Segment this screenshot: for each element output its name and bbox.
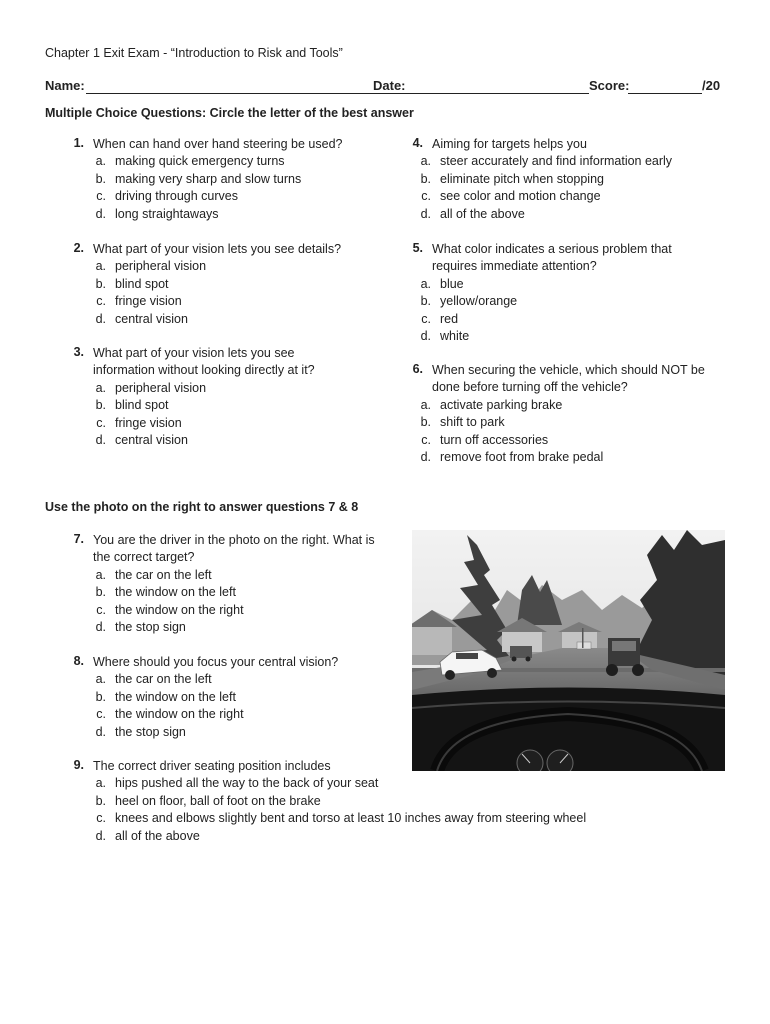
question-number: 5.	[412, 241, 423, 255]
option-letter[interactable]: d.	[95, 828, 106, 843]
question-stem-line: What part of your vision lets you see details?	[93, 242, 342, 256]
option-text: fringe vision	[115, 415, 182, 430]
option-letter[interactable]: a.	[95, 567, 106, 582]
option-text: the stop sign	[115, 619, 186, 634]
option-letter[interactable]: d.	[95, 724, 106, 739]
question-stem-line: When securing the vehicle, which should NOT be	[432, 363, 705, 377]
name-label: Name:	[45, 78, 85, 93]
option-text: making very sharp and slow turns	[115, 171, 302, 186]
question-stem-line: done before turning off the vehicle?	[432, 380, 628, 395]
question-stem	[93, 241, 341, 258]
option-text: peripheral vision	[115, 259, 207, 274]
option-text: long straightaways	[115, 206, 219, 221]
option-letter[interactable]: b.	[95, 585, 106, 600]
option-text: heel on floor, ball of foot on the brake	[115, 793, 321, 808]
question-number: 2.	[73, 241, 84, 255]
option-letter[interactable]: c.	[96, 707, 106, 722]
option-text: knees and elbows slightly bent and torso at least 10 inches away from steering wheel	[115, 811, 587, 826]
option-letter[interactable]: b.	[95, 276, 106, 291]
option-text: the window on the left	[115, 585, 236, 600]
option-text: steer accurately and find information early	[440, 154, 673, 169]
option-letter[interactable]: b.	[95, 398, 106, 413]
question-stem	[432, 362, 705, 397]
question-stem-line: Aiming for targets helps you	[432, 137, 587, 151]
option-text: fringe vision	[115, 294, 182, 309]
question-stem	[93, 345, 315, 380]
option-letter[interactable]: a.	[420, 276, 431, 291]
option-letter[interactable]: d.	[420, 328, 431, 343]
option-letter[interactable]: d.	[95, 432, 106, 447]
option-text: the window on the right	[115, 707, 244, 722]
date-label: Date:	[373, 78, 406, 93]
question-number: 8.	[73, 654, 84, 668]
option-letter[interactable]: c.	[421, 189, 431, 204]
header-fields	[45, 78, 725, 96]
question-stem	[93, 758, 331, 775]
question-number: 1.	[73, 136, 84, 150]
option-letter[interactable]: c.	[96, 294, 106, 309]
option-letter[interactable]: c.	[421, 311, 431, 326]
question-stem-line: What part of your vision lets you see	[93, 346, 295, 360]
option-text: see color and motion change	[440, 189, 601, 204]
option-letter[interactable]: d.	[420, 449, 431, 464]
option-letter[interactable]: a.	[95, 776, 106, 791]
option-letter[interactable]: a.	[95, 672, 106, 687]
option-letter[interactable]: a.	[95, 259, 106, 274]
option-letter[interactable]: d.	[95, 206, 106, 221]
option-text: blind spot	[115, 398, 169, 413]
option-letter[interactable]: b.	[95, 689, 106, 704]
option-letter[interactable]: b.	[95, 793, 106, 808]
question-number: 4.	[412, 136, 423, 150]
option-letter[interactable]: d.	[420, 206, 431, 221]
option-text: the window on the left	[115, 689, 236, 704]
option-text: the window on the right	[115, 602, 244, 617]
option-letter[interactable]: b.	[420, 415, 431, 430]
question-stem-line: requires immediate attention?	[432, 259, 597, 274]
date-line[interactable]	[407, 93, 589, 94]
option-letter[interactable]: a.	[95, 154, 106, 169]
option-letter[interactable]: d.	[95, 311, 106, 326]
option-text: driving through curves	[115, 189, 238, 204]
question-number: 7.	[73, 532, 84, 546]
question-stem	[93, 654, 338, 671]
option-letter[interactable]: d.	[95, 619, 106, 634]
exam-title: Chapter 1 Exit Exam - “Introduction to Risk and Tools”	[45, 46, 343, 60]
score-label: Score:	[589, 78, 630, 93]
option-letter[interactable]: c.	[421, 432, 431, 447]
question-number: 3.	[73, 345, 84, 359]
driver-view-photo	[412, 530, 725, 771]
option-letter[interactable]: a.	[420, 154, 431, 169]
question-stem-line: You are the driver in the photo on the right. What is	[93, 533, 375, 547]
option-text: peripheral vision	[115, 380, 207, 395]
question-stem-line: information without looking directly at it?	[93, 363, 315, 378]
option-letter[interactable]: b.	[95, 171, 106, 186]
question-stem-line: Where should you focus your central vision?	[93, 655, 339, 669]
option-letter[interactable]: c.	[96, 189, 106, 204]
question-stem	[432, 241, 672, 276]
question-stem-line: What color indicates a serious problem that	[432, 242, 672, 256]
option-letter[interactable]: c.	[96, 811, 106, 826]
option-letter[interactable]: a.	[95, 380, 106, 395]
question-stem-line: the correct target?	[93, 550, 195, 565]
option-text: red	[440, 311, 459, 326]
option-text: the car on the left	[115, 567, 212, 582]
option-text: making quick emergency turns	[115, 154, 285, 169]
option-text: eliminate pitch when stopping	[440, 171, 604, 186]
option-text: central vision	[115, 432, 188, 447]
name-line[interactable]	[86, 93, 417, 94]
question-number: 6.	[412, 362, 423, 376]
option-letter[interactable]: c.	[96, 415, 106, 430]
option-text: the stop sign	[115, 724, 186, 739]
option-text: blue	[440, 276, 464, 291]
question-number: 9.	[73, 758, 84, 772]
question-stem	[432, 136, 587, 153]
option-letter[interactable]: b.	[420, 171, 431, 186]
question-stem-line: When can hand over hand steering be used?	[93, 137, 343, 151]
option-text: hips pushed all the way to the back of your seat	[115, 776, 379, 791]
option-letter[interactable]: b.	[420, 294, 431, 309]
option-letter[interactable]: a.	[420, 397, 431, 412]
option-text: blind spot	[115, 276, 169, 291]
option-text: turn off accessories	[440, 432, 549, 447]
option-text: central vision	[115, 311, 188, 326]
option-letter[interactable]: c.	[96, 602, 106, 617]
question-stem-line: The correct driver seating position includes	[93, 759, 331, 773]
question-stem	[93, 532, 375, 567]
option-text: all of the above	[115, 828, 200, 843]
score-line[interactable]	[628, 93, 702, 94]
option-text: remove foot from brake pedal	[440, 449, 604, 464]
option-text: shift to park	[440, 415, 505, 430]
option-text: white	[440, 328, 470, 343]
question-stem	[93, 136, 342, 153]
option-text: all of the above	[440, 206, 525, 221]
photo-instructions: Use the photo on the right to answer questions 7 & 8	[45, 500, 359, 514]
option-text: the car on the left	[115, 672, 212, 687]
option-text: activate parking brake	[440, 397, 563, 412]
score-total: /20	[702, 78, 721, 93]
option-text: yellow/orange	[440, 294, 518, 309]
mc-instructions: Multiple Choice Questions: Circle the letter of the best answer	[45, 106, 414, 120]
